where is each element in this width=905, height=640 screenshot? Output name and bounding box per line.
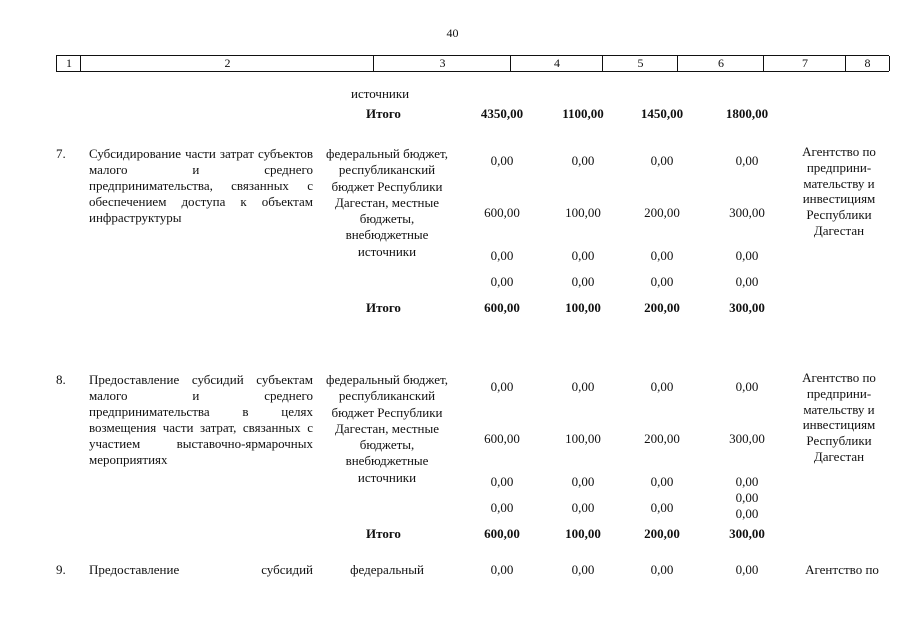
header-col-5: 5 — [602, 56, 678, 71]
value-federal-col5: 0,00 — [571, 562, 595, 577]
header-col-2: 2 — [80, 56, 374, 71]
value-local-col4: 0,00 — [490, 474, 514, 489]
value-federal-col6: 0,00 — [650, 562, 674, 577]
value-republic-col6: 200,00 — [644, 431, 680, 446]
row-agency: Агентство по предприни-мательству и инвестициям Республики Дагестан — [802, 370, 876, 464]
header-col-6: 6 — [677, 56, 764, 71]
value-republic-col4: 600,00 — [484, 431, 520, 446]
value-federal-col5: 0,00 — [571, 379, 595, 394]
value-extra-col6: 0,00 — [650, 500, 674, 515]
table-header — [56, 55, 889, 72]
source-tail: источники — [351, 86, 410, 101]
row-total-label: Итого — [366, 300, 401, 315]
row-source: федеральный — [350, 562, 424, 577]
row-total-col6: 200,00 — [644, 300, 680, 315]
value-extra-col5: 0,00 — [571, 274, 595, 289]
value-republic-col6: 200,00 — [644, 205, 680, 220]
value-extra-col6: 0,00 — [650, 274, 674, 289]
value-federal-col4: 0,00 — [490, 562, 514, 577]
row-description: Предоставление субсидий — [89, 562, 313, 577]
row-sources: федеральный бюджет, республиканский бюджет Республики Дагестан, местные бюджеты, внебюджетные источники — [326, 146, 448, 259]
row-total-col5: 100,00 — [565, 526, 601, 541]
value-republic-col5: 100,00 — [565, 431, 601, 446]
row-total-col7: 300,00 — [729, 300, 765, 315]
row-total-col4: 600,00 — [484, 526, 520, 541]
total-col5: 1100,00 — [562, 106, 604, 121]
value-local-col6: 0,00 — [650, 474, 674, 489]
header-col-7: 7 — [763, 56, 846, 71]
header-col-8: 8 — [845, 56, 890, 71]
value-republic-col7: 300,00 — [729, 431, 765, 446]
value-local-col5: 0,00 — [571, 474, 595, 489]
value-extra-col7: 0,00 — [735, 506, 759, 521]
value-federal-col7: 0,00 — [735, 153, 759, 168]
value-local-col7: 0,00 — [735, 474, 759, 489]
page-number: 40 — [446, 26, 459, 40]
value-local-col6: 0,00 — [650, 248, 674, 263]
value-federal-col5: 0,00 — [571, 153, 595, 168]
value-local-col5: 0,00 — [571, 248, 595, 263]
value-federal-col4: 0,00 — [490, 153, 514, 168]
value-extra-col4: 0,00 — [490, 274, 514, 289]
header-col-3: 3 — [373, 56, 511, 71]
row-number: 8. — [56, 372, 66, 387]
value-extra-col5: 0,00 — [571, 500, 595, 515]
total-col7: 1800,00 — [725, 106, 769, 121]
value-extra-col7: 0,00 — [735, 274, 759, 289]
row-agency: Агентство по — [805, 562, 879, 577]
value-extra-col7-dup: 0,00 — [735, 490, 759, 505]
total-col6: 1450,00 — [640, 106, 684, 121]
value-federal-col7: 0,00 — [735, 379, 759, 394]
row-sources: федеральный бюджет, республиканский бюджет Республики Дагестан, местные бюджеты, внебюджетные источники — [326, 372, 448, 485]
value-federal-col6: 0,00 — [650, 379, 674, 394]
value-republic-col5: 100,00 — [565, 205, 601, 220]
row-agency: Агентство по предприни-мательству и инвестициям Республики Дагестан — [802, 144, 876, 238]
row-description: Предоставление субсидий субъектам малого и среднего предпринимательства в целях возмещения части затрат, связанных с участием выставочно-ярмарочных мероприятиях — [89, 372, 313, 467]
row-number: 7. — [56, 146, 66, 161]
header-col-4: 4 — [510, 56, 603, 71]
value-federal-col7: 0,00 — [735, 562, 759, 577]
row-number: 9. — [56, 562, 66, 577]
value-federal-col4: 0,00 — [490, 379, 514, 394]
header-col-1: 1 — [56, 56, 81, 71]
row-total-col4: 600,00 — [484, 300, 520, 315]
value-republic-col4: 600,00 — [484, 205, 520, 220]
value-local-col7: 0,00 — [735, 248, 759, 263]
value-republic-col7: 300,00 — [729, 205, 765, 220]
row-total-label: Итого — [366, 526, 401, 541]
total-label: Итого — [366, 106, 401, 121]
value-federal-col6: 0,00 — [650, 153, 674, 168]
total-col4: 4350,00 — [480, 106, 524, 121]
value-local-col4: 0,00 — [490, 248, 514, 263]
row-total-col6: 200,00 — [644, 526, 680, 541]
row-total-col5: 100,00 — [565, 300, 601, 315]
value-extra-col4: 0,00 — [490, 500, 514, 515]
row-description: Субсидирование части затрат субъектов малого и среднего предпринимательства, связанных с обеспечением доступа к объектам инфраструктуры — [89, 146, 313, 225]
row-total-col7: 300,00 — [729, 526, 765, 541]
